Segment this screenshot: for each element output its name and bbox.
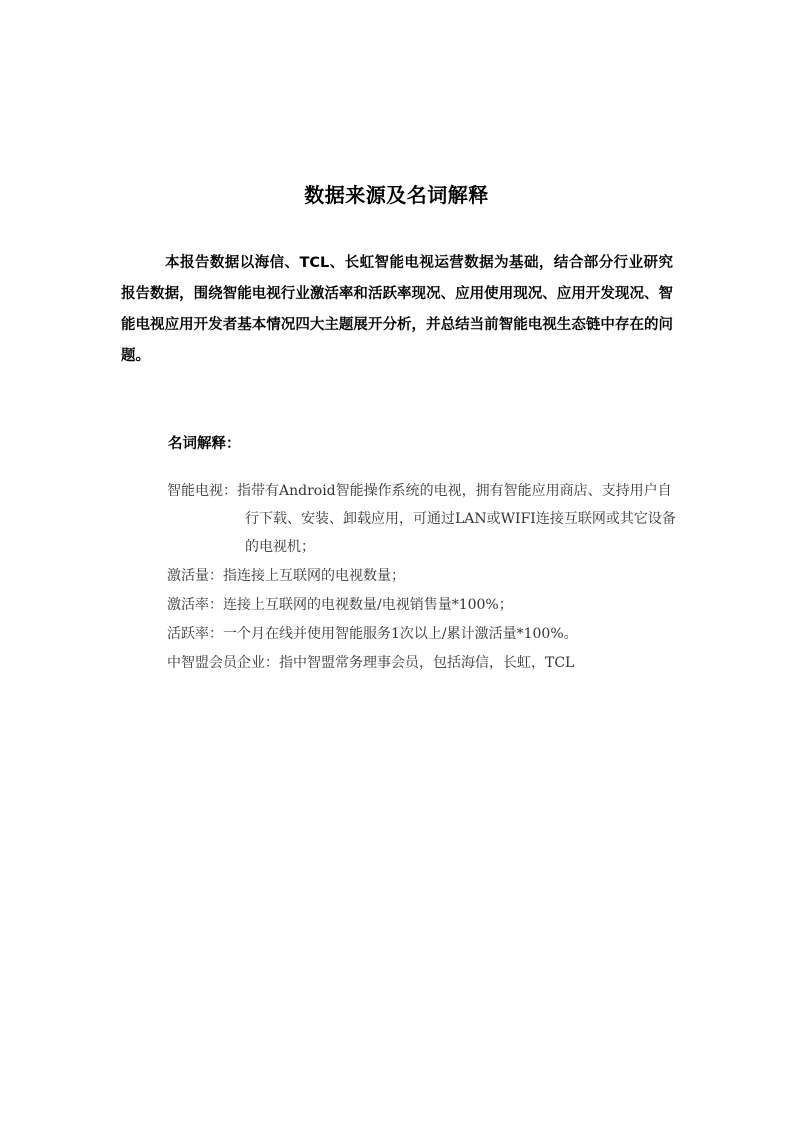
glossary-item-activation-rate: 激活率：连接上互联网的电视数量/电视销售量*100%；	[167, 597, 513, 613]
glossary-item-member-companies: 中智盟会员企业：指中智盟常务理事会员，包括海信，长虹，TCL	[167, 655, 575, 671]
glossary-item-activation-count: 激活量：指连接上互联网的电视数量；	[167, 568, 405, 584]
intro-paragraph: 本报告数据以海信、TCL、长虹智能电视运营数据为基础，结合部分行业研究报告数据，围绕智能电视行业激活率和活跃率现况、应用使用现况、应用开发现况、智能电视应用开发者基本情况四大主题展开分析，并总结当前智能电视生态链中存在的问题。	[121, 255, 673, 364]
glossary-heading: 名词解释：	[168, 436, 241, 452]
page-title: 数据来源及名词解释	[304, 183, 489, 208]
glossary-item-smart-tv: 智能电视：指带有Android智能操作系统的电视，拥有智能应用商店、支持用户自行下载、安装、卸载应用，可通过LAN或WIFI连接互联网或其它设备的电视机；	[167, 483, 676, 555]
glossary-list	[167, 477, 677, 678]
glossary-item-active-rate: 活跃率：一个月在线并使用智能服务1次以上/累计激活量*100%。	[167, 626, 578, 642]
